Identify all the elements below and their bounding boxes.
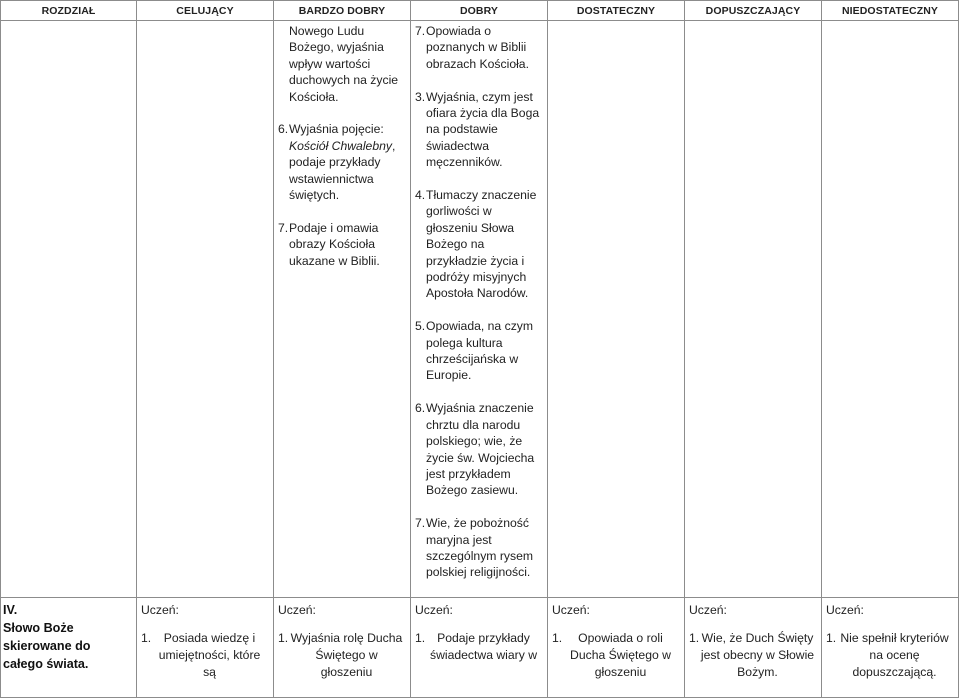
list-item [415, 400, 545, 498]
cell-dobry [411, 21, 548, 598]
item-text: Wie, że Duch Święty jest obecny w Słowie Bożym. [700, 630, 815, 679]
uczen-label: Uczeń: [552, 603, 590, 618]
item-text-post: , podaje przykłady wstawiennictwa świętych. [289, 138, 396, 203]
list-item [278, 121, 408, 203]
item-number: 7. [415, 24, 426, 38]
list-item [141, 630, 271, 680]
cell-dobry [411, 598, 548, 698]
item-number: 1. [552, 630, 563, 645]
item-text: Wie, że pobożność maryjna jest szczególnym rysem polskiej religijności. [426, 516, 534, 580]
item-number: 4. [415, 188, 426, 203]
header-celujacy: CELUJĄCY [137, 1, 274, 21]
item-text: Wyjaśnia, czym jest ofiara życia dla Boga na podstawie świadectwa męczenników. [426, 89, 540, 170]
item-number: 7. [278, 220, 289, 235]
item-number: 1. [826, 630, 837, 645]
uczen-label: Uczeń: [415, 603, 453, 618]
cell-celujacy-empty [137, 21, 274, 598]
uczen-label: Uczeń: [826, 603, 864, 618]
item-number: 1. [141, 630, 152, 645]
section-row-continued [1, 21, 959, 598]
cell-section-title [1, 598, 137, 698]
list-item [552, 630, 682, 680]
header-dobry: DOBRY [411, 1, 548, 21]
cell-dopuszczajacy [685, 598, 822, 698]
item-number: 6. [278, 122, 289, 137]
item-text-em: Kościół Chwalebny [289, 138, 392, 153]
cell-niedostateczny-empty [822, 21, 959, 598]
list-item [278, 220, 408, 269]
cell-dostateczny-empty [548, 21, 685, 598]
cell-dostateczny [548, 598, 685, 698]
item-number: 3. [415, 89, 426, 104]
item-number: 5. [415, 319, 426, 334]
item-number: 6. [415, 401, 426, 416]
header-rozdzial: ROZDZIAŁ [1, 1, 137, 21]
cell-bardzo-dobry [274, 598, 411, 698]
header-niedostateczny: NIEDOSTATECZNY [822, 1, 959, 21]
uczen-label: Uczeń: [278, 603, 316, 618]
section-title: Słowo Boże skierowane do całego świata. [3, 621, 91, 672]
header-bardzo-dobry: BARDZO DOBRY [274, 1, 411, 21]
header-dostateczny: DOSTATECZNY [548, 1, 685, 21]
uczen-label: Uczeń: [141, 603, 179, 618]
list-item [689, 630, 819, 680]
cell-bardzo-dobry [274, 21, 411, 598]
item-text: Opowiada, na czym polega kultura chrześcijańska w Europie. [426, 319, 534, 383]
list-item [415, 187, 545, 302]
item-text: Opowiada o roli Ducha Świętego w głoszeniu [570, 630, 671, 679]
item-text: Podaje i omawia obrazy Kościoła ukazane w Biblii. [289, 220, 380, 268]
uczen-label: Uczeń: [689, 603, 727, 618]
list-item [415, 515, 545, 581]
list-item [415, 89, 545, 171]
section-number: IV. [3, 603, 18, 618]
cell-rozdzial-empty [1, 21, 137, 598]
cell-celujacy [137, 598, 274, 698]
item-text: Wyjaśnia rolę Ducha Świętego w głoszeniu [290, 630, 403, 679]
item-number: 7. [415, 516, 426, 531]
continued-text: Nowego Ludu Bożego, wyjaśnia wpływ wartości duchowych na życie Kościoła. [289, 24, 399, 104]
item-text: Tłumaczy znaczenie gorliwości w głoszeniu Słowa Bożego na przykładzie życia i podróży misyjnych Apostoła Narodów. [426, 188, 537, 301]
header-row [1, 1, 959, 21]
item-text: Opowiada o poznanych w Biblii obrazach Kościoła. [426, 24, 529, 71]
item-number: 1. [415, 630, 426, 645]
item-text: Nie spełnił kryteriów na ocenę dopuszczającą. [840, 630, 949, 679]
list-item [826, 630, 956, 680]
list-item [415, 630, 545, 664]
item-text: Wyjaśnia znaczenie chrztu dla narodu polskiego; wie, że życie św. Wojciecha jest przykładem Bożego zasiewu. [426, 401, 535, 498]
item-number: 1. [278, 630, 289, 645]
item-text: Podaje przykłady świadectwa wiary w [429, 630, 537, 662]
section-row-iv [1, 598, 959, 698]
list-item [415, 23, 545, 72]
item-text-pre: Wyjaśnia pojęcie: [289, 122, 384, 137]
cell-dopuszczajacy-empty [685, 21, 822, 598]
list-item [415, 318, 545, 384]
item-number: 1. [689, 630, 700, 645]
item-text: Posiada wiedzę i umiejętności, które są [158, 630, 261, 679]
cell-niedostateczny [822, 598, 959, 698]
header-dopuszczajacy: DOPUSZCZAJĄCY [685, 1, 822, 21]
list-item [278, 630, 408, 680]
